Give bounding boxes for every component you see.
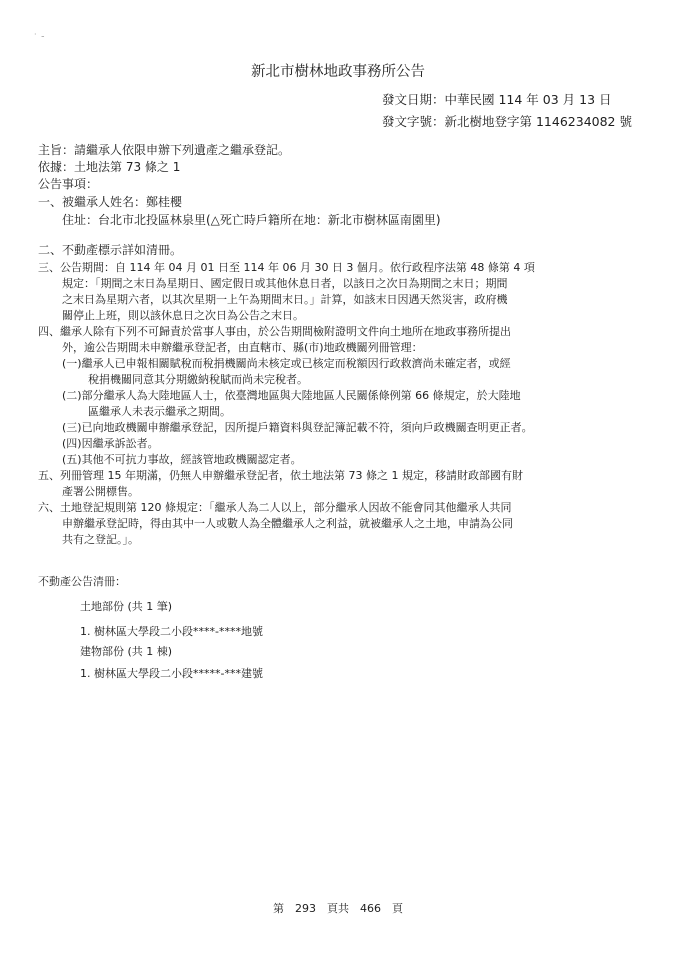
page-number: 第 293 頁共 466 頁 <box>273 902 403 915</box>
item-4-sub-4: (四)因繼承訴訟者。 <box>62 437 159 450</box>
inventory-heading: 不動產公告清冊： <box>38 575 126 588</box>
issue-date: 發文日期：中華民國 114 年 03 月 13 日 <box>382 92 612 107</box>
document-title: 新北市樹林地政事務所公告 <box>251 64 425 80</box>
basis-line: 依據：土地法第 73 條之 1 <box>38 160 181 174</box>
item-2: 二、不動產標示詳如清冊。 <box>38 243 183 257</box>
item-5-line-1: 五、列冊管理 15 年期滿，仍無人申辦繼承登記者，依土地法第 73 條之 1 規定，移請財政部國有財 <box>38 469 523 482</box>
item-3-line-4: 關停止上班，則以該休息日之次日為公告之末日。 <box>62 309 304 322</box>
item-4-line-1: 四、繼承人除有下列不可歸責於當事人事由，於公告期間檢附證明文件向土地所在地政事務所提出 <box>38 325 511 338</box>
item-4-sub-2-line-1: (二)部分繼承人為大陸地區人士，依臺灣地區與大陸地區人民關係條例第 66 條規定，於大陸地 <box>62 389 521 402</box>
building-heading: 建物部份 (共 1 棟) <box>80 645 173 658</box>
item-4-sub-1-line-2: 稅捐機關同意其分期繳納稅賦而尚未完稅者。 <box>88 373 308 386</box>
item-5-line-2: 產署公開標售。 <box>62 485 139 498</box>
items-heading: 公告事項： <box>38 177 99 191</box>
item-3-line-3: 之末日為星期六者，以其次星期一上午為期間末日。」計算，如該末日因遇天然災害，政府機 <box>62 293 508 306</box>
item-4-sub-5: (五)其他不可抗力事故，經該管地政機關認定者。 <box>62 453 302 466</box>
building-item: 1. 樹林區大學段二小段*****-***建號 <box>80 667 263 680</box>
item-3-line-2: 規定：「期間之末日為星期日、國定假日或其他休息日者，以該日之次日為期間之末日；期間 <box>62 277 508 290</box>
item-4-sub-1-line-1: (一)繼承人已申報相關賦稅而稅捐機關尚未核定或已核定而稅額因行政救濟尚未確定者，或經 <box>62 357 511 370</box>
item-1-decedent-name: 一、被繼承人姓名：鄭桂櫻 <box>38 195 183 209</box>
document-number: 發文字號：新北樹地登字第 1146234082 號 <box>382 114 632 129</box>
item-4-sub-2-line-2: 區繼承人未表示繼承之期間。 <box>88 405 231 418</box>
scan-speck: · ـ <box>34 30 44 39</box>
item-6-line-1: 六、土地登記規則第 120 條規定：「繼承人為二人以上，部分繼承人因故不能會同其他繼承人共同 <box>38 501 512 514</box>
item-6-line-2: 申辦繼承登記時，得由其中一人或數人為全體繼承人之利益，就被繼承人之土地，申請為公同 <box>62 517 513 530</box>
item-3-line-1: 三、公告期間：自 114 年 04 月 01 日至 114 年 06 月 30 日 3 個月。依行政程序法第 48 條第 4 項 <box>38 261 535 274</box>
land-item: 1. 樹林區大學段二小段****-****地號 <box>80 625 263 638</box>
item-4-line-2: 外，逾公告期間未申辦繼承登記者，由直轄市、縣(市)地政機關列冊管理： <box>62 341 423 354</box>
item-1-address: 住址：台北市北投區林泉里(△死亡時戶籍所在地：新北市樹林區南園里) <box>62 213 441 227</box>
land-heading: 土地部份 (共 1 筆) <box>80 600 173 613</box>
item-4-sub-3: (三)已向地政機關申辦繼承登記，因所提戶籍資料與登記簿記載不符，須向戶政機關查明更正者。 <box>62 421 533 434</box>
subject-line: 主旨：請繼承人依限申辦下列遺產之繼承登記。 <box>38 143 291 157</box>
item-6-line-3: 共有之登記。」。 <box>62 533 139 546</box>
